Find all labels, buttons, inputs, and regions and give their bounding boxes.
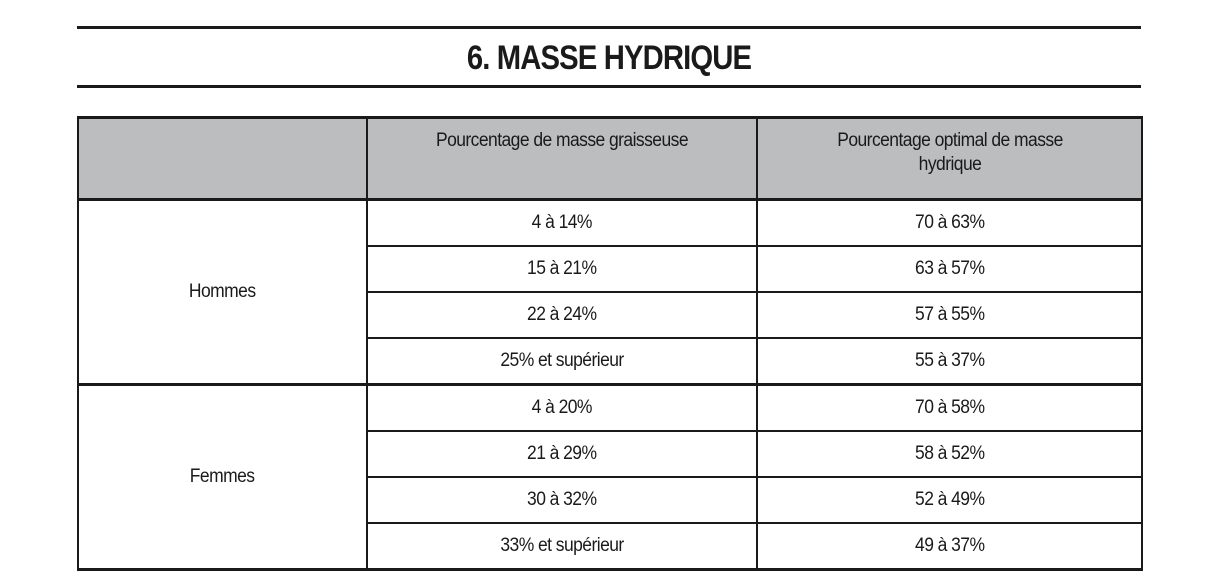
water-cell: 55 à 37% — [757, 338, 1142, 385]
hydration-table — [77, 116, 1143, 571]
fat-cell: 30 à 32% — [367, 477, 757, 523]
header-fat-percentage: Pourcentage de masse graisseuse — [367, 118, 757, 200]
section-title: 6. MASSE HYDRIQUE — [466, 39, 752, 77]
water-cell: 57 à 55% — [757, 292, 1142, 338]
fat-cell: 25% et supérieur — [367, 338, 757, 385]
fat-cell: 4 à 14% — [367, 200, 757, 247]
water-cell: 70 à 63% — [757, 200, 1142, 247]
water-cell: 70 à 58% — [757, 385, 1142, 432]
header-row — [78, 118, 1142, 200]
group-label-men: Hommes — [78, 200, 367, 385]
header-optimal-water-percentage: Pourcentage optimal de masse hydrique — [757, 118, 1142, 200]
top-rule — [77, 26, 1141, 29]
bottom-rule — [77, 85, 1141, 88]
fat-cell: 4 à 20% — [367, 385, 757, 432]
table-row — [78, 200, 1142, 247]
header-empty — [78, 118, 367, 200]
fat-cell: 33% et supérieur — [367, 523, 757, 570]
fat-cell: 21 à 29% — [367, 431, 757, 477]
table-row — [78, 385, 1142, 432]
fat-cell: 22 à 24% — [367, 292, 757, 338]
water-cell: 49 à 37% — [757, 523, 1142, 570]
fat-cell: 15 à 21% — [367, 246, 757, 292]
water-cell: 52 à 49% — [757, 477, 1142, 523]
group-label-women: Femmes — [78, 385, 367, 570]
water-cell: 58 à 52% — [757, 431, 1142, 477]
water-cell: 63 à 57% — [757, 246, 1142, 292]
